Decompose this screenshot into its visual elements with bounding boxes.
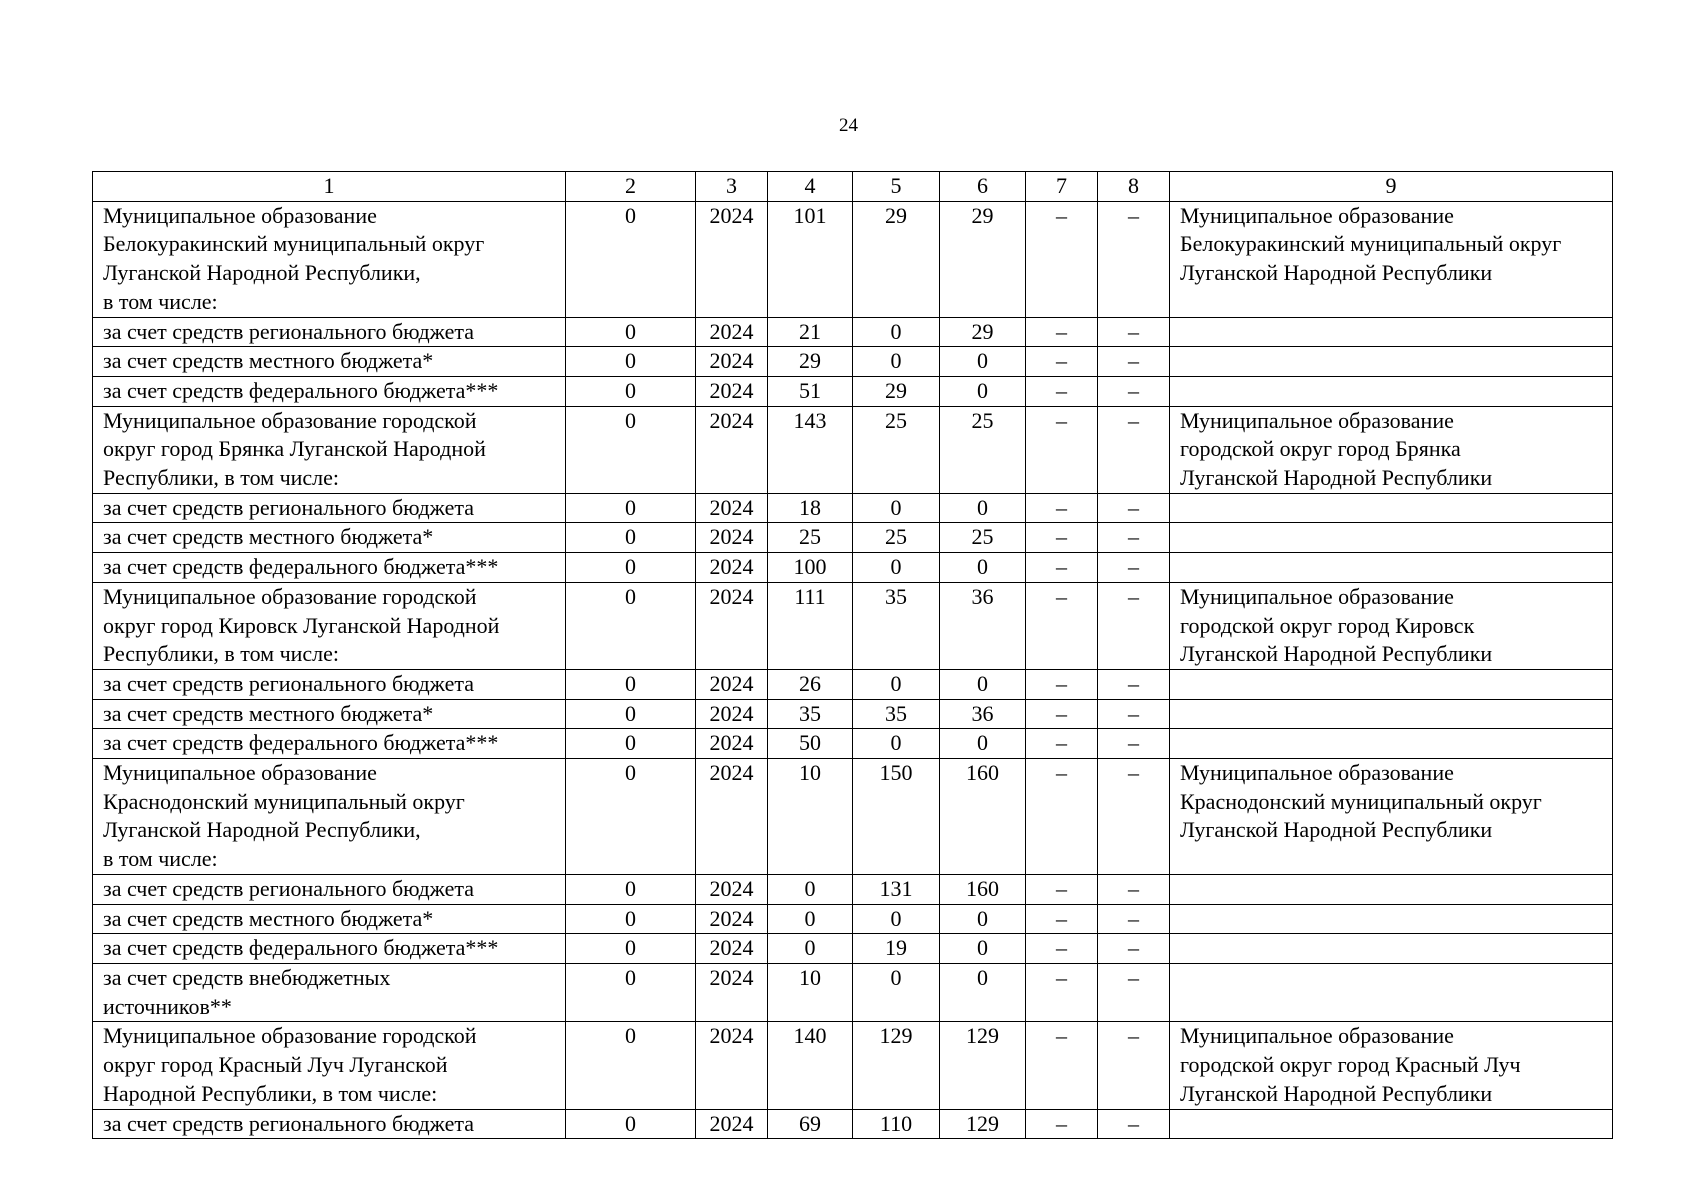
row-label: за счет средств регионального бюджета [93, 1109, 566, 1139]
col-2-value: 0 [566, 553, 696, 583]
row-label: Муниципальное образование Краснодонский муниципальный округ Луганской Народной Республики, в том числе: [93, 759, 566, 875]
column-header: 2 [566, 172, 696, 202]
col-2-value: 0 [566, 523, 696, 553]
column-header: 6 [940, 172, 1026, 202]
col-7-value: – [1026, 406, 1098, 493]
col-5-value: 110 [853, 1109, 940, 1139]
col-2-value: 0 [566, 406, 696, 493]
row-label: за счет средств регионального бюджета [93, 669, 566, 699]
col-4-value: 111 [768, 582, 853, 669]
col-6-value: 0 [940, 904, 1026, 934]
year-value: 2024 [696, 963, 768, 1021]
row-note: Муниципальное образование Белокуракинский муниципальный округ Луганской Народной Республики [1170, 201, 1613, 317]
col-8-value: – [1098, 963, 1170, 1021]
table-row [93, 582, 1613, 669]
col-5-value: 35 [853, 699, 940, 729]
col-4-value: 35 [768, 699, 853, 729]
program-table [92, 171, 1613, 1139]
col-5-value: 0 [853, 347, 940, 377]
col-6-value: 0 [940, 669, 1026, 699]
col-4-value: 0 [768, 874, 853, 904]
col-7-value: – [1026, 904, 1098, 934]
col-5-value: 0 [853, 729, 940, 759]
row-label: за счет средств регионального бюджета [93, 317, 566, 347]
table-row [93, 759, 1613, 875]
col-7-value: – [1026, 493, 1098, 523]
column-header: 7 [1026, 172, 1098, 202]
col-4-value: 101 [768, 201, 853, 317]
col-7-value: – [1026, 1022, 1098, 1109]
year-value: 2024 [696, 201, 768, 317]
row-note [1170, 934, 1613, 964]
col-5-value: 0 [853, 669, 940, 699]
col-4-value: 25 [768, 523, 853, 553]
row-label: за счет средств местного бюджета* [93, 523, 566, 553]
row-label: за счет средств федерального бюджета*** [93, 934, 566, 964]
table-row [93, 553, 1613, 583]
col-2-value: 0 [566, 963, 696, 1021]
row-note [1170, 1109, 1613, 1139]
year-value: 2024 [696, 376, 768, 406]
col-7-value: – [1026, 934, 1098, 964]
col-4-value: 140 [768, 1022, 853, 1109]
year-value: 2024 [696, 669, 768, 699]
row-label: за счет средств местного бюджета* [93, 347, 566, 377]
row-note [1170, 904, 1613, 934]
col-8-value: – [1098, 347, 1170, 377]
col-8-value: – [1098, 669, 1170, 699]
row-note [1170, 729, 1613, 759]
col-8-value: – [1098, 1022, 1170, 1109]
col-8-value: – [1098, 759, 1170, 875]
col-5-value: 35 [853, 582, 940, 669]
year-value: 2024 [696, 759, 768, 875]
page-number: 24 [839, 115, 858, 136]
col-4-value: 29 [768, 347, 853, 377]
col-4-value: 50 [768, 729, 853, 759]
row-note: Муниципальное образование городской округ город Кировск Луганской Народной Республики [1170, 582, 1613, 669]
col-6-value: 0 [940, 553, 1026, 583]
year-value: 2024 [696, 1109, 768, 1139]
row-note [1170, 317, 1613, 347]
col-8-value: – [1098, 553, 1170, 583]
col-5-value: 0 [853, 963, 940, 1021]
row-label: за счет средств регионального бюджета [93, 874, 566, 904]
col-5-value: 0 [853, 904, 940, 934]
col-6-value: 25 [940, 523, 1026, 553]
col-5-value: 0 [853, 553, 940, 583]
col-8-value: – [1098, 699, 1170, 729]
year-value: 2024 [696, 904, 768, 934]
col-6-value: 129 [940, 1022, 1026, 1109]
row-label: Муниципальное образование городской округ город Красный Луч Луганской Народной Республики, в том числе: [93, 1022, 566, 1109]
col-6-value: 36 [940, 582, 1026, 669]
col-4-value: 51 [768, 376, 853, 406]
col-2-value: 0 [566, 317, 696, 347]
year-value: 2024 [696, 1022, 768, 1109]
col-2-value: 0 [566, 759, 696, 875]
row-note [1170, 553, 1613, 583]
col-7-value: – [1026, 669, 1098, 699]
row-label: за счет средств федерального бюджета*** [93, 729, 566, 759]
col-8-value: – [1098, 904, 1170, 934]
col-2-value: 0 [566, 874, 696, 904]
col-4-value: 18 [768, 493, 853, 523]
row-note [1170, 376, 1613, 406]
col-7-value: – [1026, 1109, 1098, 1139]
table-row [93, 317, 1613, 347]
row-label: за счет средств регионального бюджета [93, 493, 566, 523]
row-label: за счет средств местного бюджета* [93, 699, 566, 729]
row-label: Муниципальное образование Белокуракинский муниципальный округ Луганской Народной Республики, в том числе: [93, 201, 566, 317]
table-row [93, 201, 1613, 317]
col-6-value: 25 [940, 406, 1026, 493]
year-value: 2024 [696, 493, 768, 523]
row-label: Муниципальное образование городской округ город Брянка Луганской Народной Республики, в том числе: [93, 406, 566, 493]
col-2-value: 0 [566, 904, 696, 934]
col-4-value: 21 [768, 317, 853, 347]
col-5-value: 129 [853, 1022, 940, 1109]
column-header: 1 [93, 172, 566, 202]
row-label: за счет средств местного бюджета* [93, 904, 566, 934]
column-header: 4 [768, 172, 853, 202]
table-row [93, 963, 1613, 1021]
col-8-value: – [1098, 406, 1170, 493]
row-note [1170, 699, 1613, 729]
col-2-value: 0 [566, 934, 696, 964]
col-6-value: 0 [940, 347, 1026, 377]
col-6-value: 0 [940, 729, 1026, 759]
col-6-value: 36 [940, 699, 1026, 729]
col-7-value: – [1026, 553, 1098, 583]
col-8-value: – [1098, 493, 1170, 523]
col-7-value: – [1026, 201, 1098, 317]
table-row [93, 376, 1613, 406]
column-header: 3 [696, 172, 768, 202]
table-row [93, 406, 1613, 493]
col-8-value: – [1098, 874, 1170, 904]
row-note [1170, 669, 1613, 699]
col-6-value: 0 [940, 934, 1026, 964]
table-row [93, 347, 1613, 377]
table-row [93, 934, 1613, 964]
col-6-value: 0 [940, 376, 1026, 406]
col-5-value: 29 [853, 376, 940, 406]
col-5-value: 0 [853, 317, 940, 347]
row-note: Муниципальное образование городской округ город Брянка Луганской Народной Республики [1170, 406, 1613, 493]
col-4-value: 10 [768, 963, 853, 1021]
col-8-value: – [1098, 523, 1170, 553]
col-2-value: 0 [566, 1022, 696, 1109]
row-note: Муниципальное образование городской округ город Красный Луч Луганской Народной Республики [1170, 1022, 1613, 1109]
year-value: 2024 [696, 523, 768, 553]
row-note [1170, 523, 1613, 553]
col-5-value: 150 [853, 759, 940, 875]
col-6-value: 0 [940, 963, 1026, 1021]
col-4-value: 26 [768, 669, 853, 699]
year-value: 2024 [696, 729, 768, 759]
table-row [93, 904, 1613, 934]
col-2-value: 0 [566, 699, 696, 729]
col-6-value: 129 [940, 1109, 1026, 1139]
col-8-value: – [1098, 582, 1170, 669]
col-7-value: – [1026, 729, 1098, 759]
row-label: за счет средств федерального бюджета*** [93, 376, 566, 406]
col-8-value: – [1098, 1109, 1170, 1139]
row-label: Муниципальное образование городской округ город Кировск Луганской Народной Республики, в том числе: [93, 582, 566, 669]
year-value: 2024 [696, 553, 768, 583]
col-8-value: – [1098, 376, 1170, 406]
row-label: за счет средств федерального бюджета*** [93, 553, 566, 583]
table-row [93, 669, 1613, 699]
year-value: 2024 [696, 874, 768, 904]
col-2-value: 0 [566, 493, 696, 523]
col-2-value: 0 [566, 582, 696, 669]
table-body [93, 201, 1613, 1139]
col-7-value: – [1026, 699, 1098, 729]
col-8-value: – [1098, 317, 1170, 347]
column-header: 9 [1170, 172, 1613, 202]
row-note [1170, 493, 1613, 523]
year-value: 2024 [696, 406, 768, 493]
col-8-value: – [1098, 934, 1170, 964]
col-5-value: 25 [853, 406, 940, 493]
col-2-value: 0 [566, 376, 696, 406]
col-2-value: 0 [566, 201, 696, 317]
col-7-value: – [1026, 347, 1098, 377]
col-7-value: – [1026, 582, 1098, 669]
table-row [93, 699, 1613, 729]
table-row [93, 874, 1613, 904]
col-6-value: 160 [940, 874, 1026, 904]
row-label: за счет средств внебюджетных источников** [93, 963, 566, 1021]
table-row [93, 523, 1613, 553]
col-4-value: 100 [768, 553, 853, 583]
col-6-value: 0 [940, 493, 1026, 523]
table-row [93, 729, 1613, 759]
col-4-value: 0 [768, 904, 853, 934]
col-2-value: 0 [566, 1109, 696, 1139]
col-8-value: – [1098, 201, 1170, 317]
year-value: 2024 [696, 317, 768, 347]
year-value: 2024 [696, 699, 768, 729]
col-7-value: – [1026, 376, 1098, 406]
col-5-value: 19 [853, 934, 940, 964]
col-8-value: – [1098, 729, 1170, 759]
row-note [1170, 963, 1613, 1021]
column-header: 8 [1098, 172, 1170, 202]
row-note: Муниципальное образование Краснодонский муниципальный округ Луганской Народной Республики [1170, 759, 1613, 875]
table-row [93, 493, 1613, 523]
col-4-value: 10 [768, 759, 853, 875]
col-5-value: 131 [853, 874, 940, 904]
col-6-value: 29 [940, 317, 1026, 347]
header-row [93, 172, 1613, 202]
row-note [1170, 347, 1613, 377]
table-row [93, 1022, 1613, 1109]
col-7-value: – [1026, 523, 1098, 553]
col-2-value: 0 [566, 669, 696, 699]
col-5-value: 25 [853, 523, 940, 553]
col-7-value: – [1026, 317, 1098, 347]
col-7-value: – [1026, 963, 1098, 1021]
year-value: 2024 [696, 347, 768, 377]
col-2-value: 0 [566, 347, 696, 377]
col-7-value: – [1026, 759, 1098, 875]
col-5-value: 0 [853, 493, 940, 523]
col-4-value: 143 [768, 406, 853, 493]
table-row [93, 1109, 1613, 1139]
col-6-value: 160 [940, 759, 1026, 875]
col-4-value: 69 [768, 1109, 853, 1139]
col-7-value: – [1026, 874, 1098, 904]
row-note [1170, 874, 1613, 904]
year-value: 2024 [696, 934, 768, 964]
col-2-value: 0 [566, 729, 696, 759]
column-header: 5 [853, 172, 940, 202]
col-4-value: 0 [768, 934, 853, 964]
col-5-value: 29 [853, 201, 940, 317]
year-value: 2024 [696, 582, 768, 669]
col-6-value: 29 [940, 201, 1026, 317]
